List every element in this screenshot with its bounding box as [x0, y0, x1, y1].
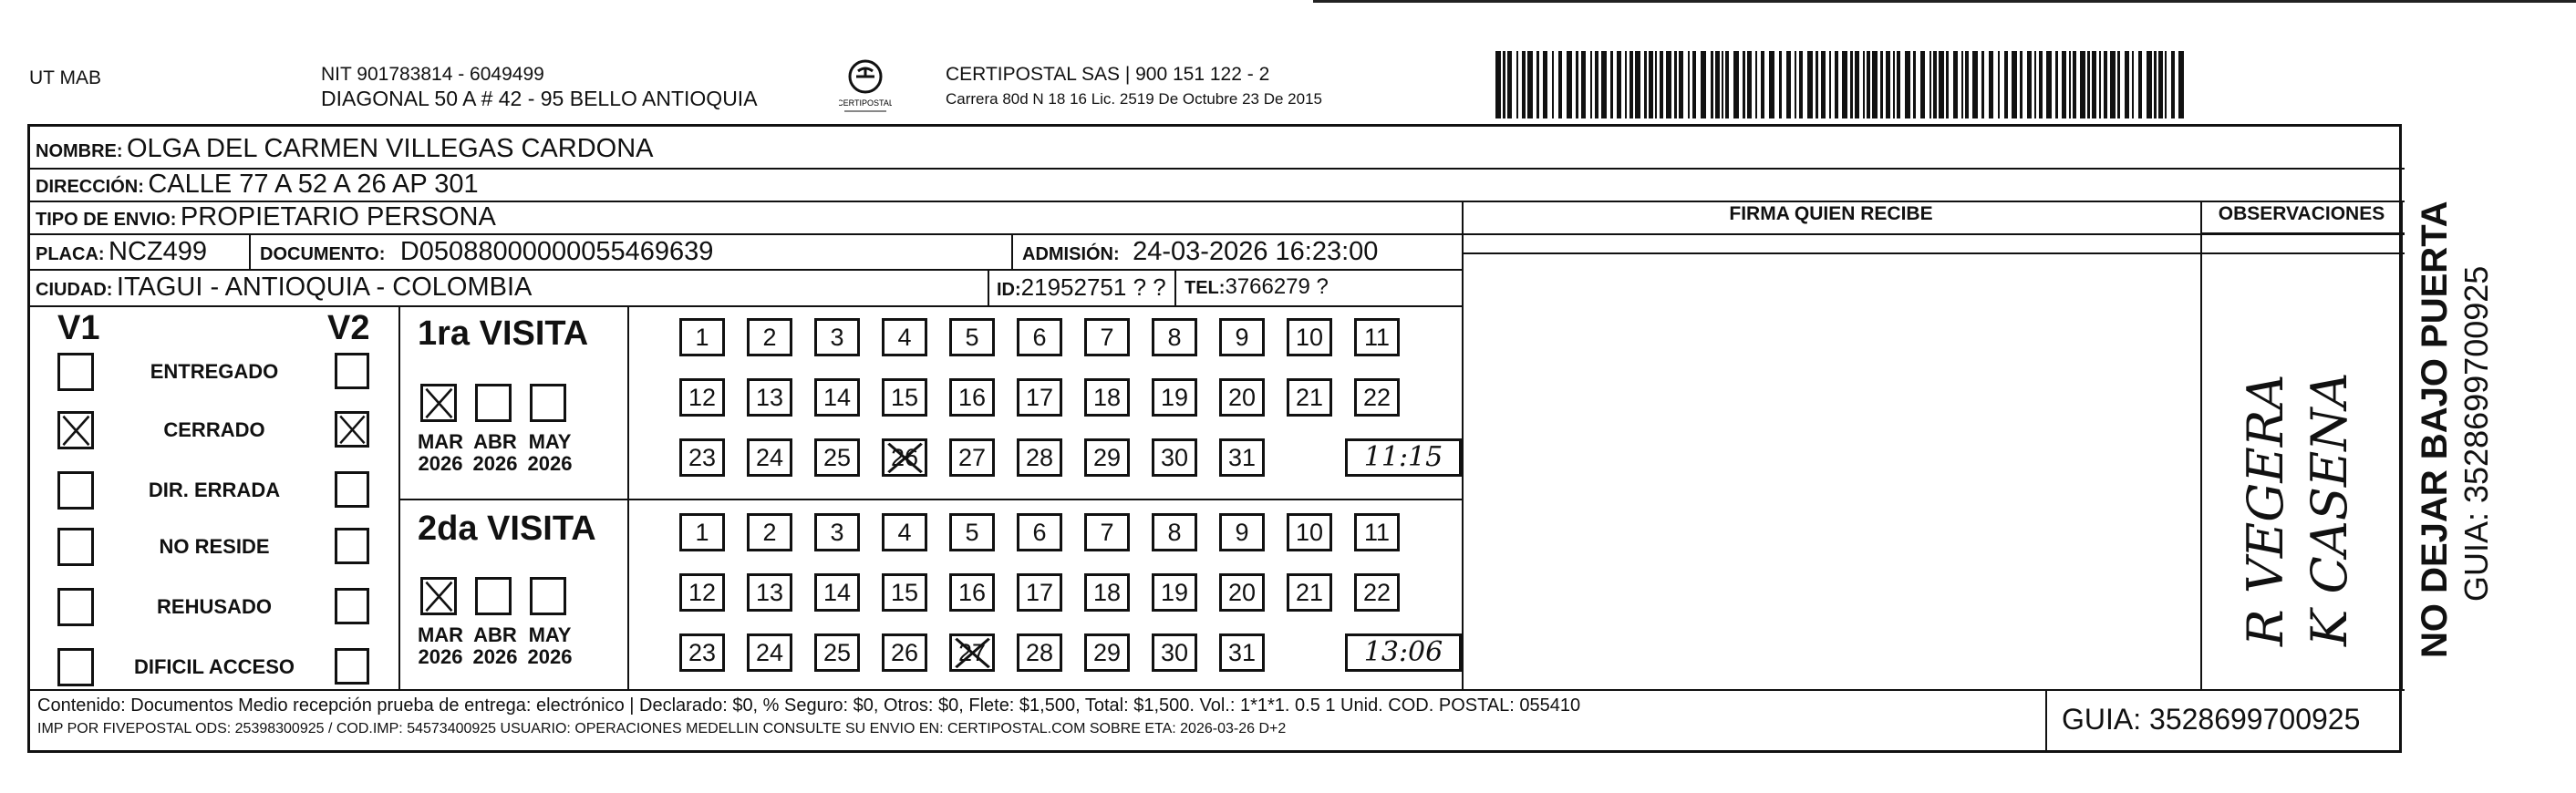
top-edge-line — [1313, 0, 2576, 3]
day-number: 2 — [762, 519, 777, 546]
tel-row — [1185, 271, 1329, 306]
day-number: 13 — [755, 384, 784, 411]
day-number: 22 — [1362, 384, 1391, 411]
day-box[interactable] — [949, 438, 995, 477]
status-label: DIFICIL ACCESO — [133, 655, 295, 678]
v2-checkbox[interactable] — [335, 353, 369, 389]
month-label: MAR 2026 — [417, 430, 464, 475]
day-number: 5 — [965, 324, 979, 351]
side-warning: NO DEJAR BAJO PUERTA — [2415, 201, 2455, 658]
day-number: 16 — [957, 384, 987, 411]
nombre-value: OLGA DEL CARMEN VILLEGAS CARDONA — [127, 134, 654, 163]
v2-header: V2 — [327, 309, 370, 347]
direccion-label: DIRECCIÓN: — [36, 177, 144, 197]
day-number: 13 — [755, 579, 784, 606]
visit2-title: 2da VISITA — [418, 510, 596, 548]
day-box[interactable] — [949, 378, 995, 417]
day-box[interactable] — [882, 513, 927, 551]
observaciones-handwriting-1: R VEGERA — [2237, 374, 2294, 646]
day-number: 3 — [830, 324, 844, 351]
day-box[interactable] — [679, 633, 725, 672]
day-box[interactable] — [747, 438, 792, 477]
day-number: 19 — [1160, 384, 1189, 411]
day-number: 28 — [1025, 639, 1054, 666]
day-number: 9 — [1235, 519, 1249, 546]
id-value: 21952751 ? ? — [1020, 273, 1166, 301]
nombre-row — [36, 132, 653, 170]
month-checkbox[interactable] — [420, 384, 457, 422]
day-number: 6 — [1032, 324, 1047, 351]
x-mark-icon — [952, 636, 992, 669]
day-box[interactable] — [882, 318, 927, 356]
day-number: 15 — [890, 579, 919, 606]
day-number: 21 — [1295, 579, 1324, 606]
day-box[interactable] — [882, 633, 927, 672]
day-box[interactable] — [949, 633, 995, 672]
status-label: REHUSADO — [157, 595, 272, 618]
day-box[interactable] — [882, 438, 927, 477]
day-box[interactable] — [679, 513, 725, 551]
day-number: 19 — [1160, 579, 1189, 606]
month-checkbox[interactable] — [475, 577, 512, 615]
day-box[interactable] — [1354, 318, 1400, 356]
day-box[interactable] — [814, 573, 860, 612]
day-box[interactable] — [1017, 513, 1062, 551]
day-box[interactable] — [814, 378, 860, 417]
day-box[interactable] — [1017, 438, 1062, 477]
day-number: 29 — [1092, 444, 1122, 471]
observaciones-header: OBSERVACIONES — [2218, 203, 2385, 224]
day-number: 27 — [957, 444, 987, 471]
status-label: DIR. ERRADA — [148, 479, 281, 501]
month-checkbox[interactable] — [530, 384, 566, 422]
company-name: CERTIPOSTAL SAS | 900 151 122 - 2 — [946, 64, 1270, 85]
status-label: ENTREGADO — [150, 360, 279, 383]
day-box[interactable] — [1287, 573, 1332, 612]
day-number: 9 — [1235, 324, 1249, 351]
company-address: Carrera 80d N 18 16 Lic. 2519 De Octubre 23 De 2015 — [946, 90, 1322, 108]
day-box[interactable] — [1354, 513, 1400, 551]
day-box[interactable] — [814, 318, 860, 356]
day-box[interactable] — [1084, 513, 1130, 551]
day-number: 23 — [688, 639, 717, 666]
tel-label: TEL: — [1185, 278, 1226, 298]
day-number: 12 — [688, 384, 717, 411]
side-guia: GUIA: 3528699700925 — [2457, 265, 2495, 602]
day-box[interactable] — [1219, 513, 1265, 551]
day-number: 20 — [1227, 384, 1257, 411]
day-box[interactable] — [1084, 573, 1130, 612]
day-number: 18 — [1092, 579, 1122, 606]
day-number: 10 — [1295, 324, 1324, 351]
day-number: 4 — [897, 324, 912, 351]
day-box[interactable] — [949, 513, 995, 551]
day-box[interactable] — [882, 378, 927, 417]
day-box[interactable] — [1084, 633, 1130, 672]
day-number: 5 — [965, 519, 979, 546]
day-number: 16 — [957, 579, 987, 606]
day-number: 28 — [1025, 444, 1054, 471]
day-number: 7 — [1100, 324, 1114, 351]
day-number: 24 — [755, 639, 784, 666]
id-label: ID: — [997, 280, 1021, 300]
id-row — [997, 271, 1166, 308]
day-number: 25 — [822, 444, 852, 471]
month-checkbox[interactable] — [475, 384, 512, 422]
day-box[interactable] — [1287, 318, 1332, 356]
v1-header: V1 — [57, 309, 100, 347]
v1-checkbox[interactable] — [57, 471, 94, 510]
day-number: 8 — [1167, 324, 1182, 351]
day-number: 14 — [822, 384, 852, 411]
day-number: 12 — [688, 579, 717, 606]
day-box[interactable] — [1219, 438, 1265, 477]
day-number: 24 — [755, 444, 784, 471]
day-number: 18 — [1092, 384, 1122, 411]
day-box[interactable] — [1152, 318, 1197, 356]
day-box[interactable] — [1017, 318, 1062, 356]
footer-print-info: IMP POR FIVEPOSTAL ODS: 25398300925 / COD.IMP: 54573400925 USUARIO: OPERACIONES MEDELLIN CONSULTE SU ENVIO EN: CERTIPOSTAL.COM SOBRE ETA: 2026-03-26 D+2 — [37, 721, 1287, 736]
day-box[interactable] — [1152, 513, 1197, 551]
certipostal-logo-icon — [839, 58, 892, 118]
day-number: 6 — [1032, 519, 1047, 546]
day-number: 29 — [1092, 639, 1122, 666]
admision-label: ADMISIÓN: — [1022, 244, 1120, 264]
nit: NIT 901783814 - 6049499 — [321, 64, 544, 85]
month-checkbox[interactable] — [420, 577, 457, 615]
direccion-row — [36, 168, 479, 205]
visit-time: 13:06 — [1345, 633, 1462, 672]
status-label: NO RESIDE — [159, 535, 270, 558]
day-number: 1 — [695, 324, 709, 351]
day-box[interactable] — [1287, 378, 1332, 417]
day-number: 14 — [822, 579, 852, 606]
day-box[interactable] — [1152, 438, 1197, 477]
day-number: 23 — [688, 444, 717, 471]
day-number: 17 — [1025, 384, 1054, 411]
day-box[interactable] — [1084, 378, 1130, 417]
day-box[interactable] — [747, 513, 792, 551]
day-box[interactable] — [1354, 378, 1400, 417]
day-box[interactable] — [814, 513, 860, 551]
month-label: MAR 2026 — [417, 623, 464, 668]
day-number: 10 — [1295, 519, 1324, 546]
day-number: 2 — [762, 324, 777, 351]
nombre-label: NOMBRE: — [36, 141, 123, 161]
sender-address: DIAGONAL 50 A # 42 - 95 BELLO ANTIOQUIA — [321, 87, 758, 110]
day-box[interactable] — [1354, 573, 1400, 612]
day-box[interactable] — [949, 573, 995, 612]
firma-header: FIRMA QUIEN RECIBE — [1729, 203, 1933, 224]
day-number: 25 — [822, 639, 852, 666]
day-number: 4 — [897, 519, 912, 546]
day-box[interactable] — [882, 573, 927, 612]
v2-checkbox[interactable] — [335, 648, 369, 685]
direccion-value: CALLE 77 A 52 A 26 AP 301 — [148, 170, 479, 199]
day-box[interactable] — [1287, 513, 1332, 551]
ciudad-value: ITAGUI - ANTIOQUIA - COLOMBIA — [116, 273, 533, 302]
month-label: ABR 2026 — [472, 623, 518, 668]
month-label: ABR 2026 — [472, 430, 518, 475]
placa-label: PLACA: — [36, 244, 105, 264]
day-box[interactable] — [679, 573, 725, 612]
tel-value: 3766279 ? — [1225, 274, 1329, 299]
day-number: 8 — [1167, 519, 1182, 546]
v2-checkbox[interactable] — [335, 528, 369, 564]
day-number: 11 — [1363, 324, 1391, 351]
documento-row — [260, 235, 713, 273]
svg-text:CERTIPOSTAL: CERTIPOSTAL — [839, 98, 892, 108]
day-box[interactable] — [679, 318, 725, 356]
day-box[interactable] — [679, 378, 725, 417]
day-number: 1 — [695, 519, 709, 546]
v1-checkbox[interactable] — [57, 528, 94, 566]
day-box[interactable] — [1152, 633, 1197, 672]
day-number: 20 — [1227, 579, 1257, 606]
v1-checkbox[interactable] — [57, 588, 94, 626]
day-box[interactable] — [1152, 573, 1197, 612]
day-box[interactable] — [747, 633, 792, 672]
footer-content: Contenido: Documentos Medio recepción prueba de entrega: electrónico | Declarado: $0, % Seguro: $0, Otros: $0, Flete: $1,500, Total: $1,500. Vol.: 1*1*1. 0.5 1 Unid. COD. POSTAL: 055410 — [37, 695, 1581, 716]
admision-row — [1022, 235, 1378, 273]
day-number: 27 — [957, 639, 987, 666]
day-box[interactable] — [1219, 378, 1265, 417]
tipo-value: PROPIETARIO PERSONA — [180, 202, 496, 232]
day-number: 26 — [890, 639, 919, 666]
x-mark-icon — [885, 441, 925, 474]
day-box[interactable] — [1017, 633, 1062, 672]
day-box[interactable] — [1219, 633, 1265, 672]
day-number: 30 — [1160, 444, 1189, 471]
tipo-label: TIPO DE ENVIO: — [36, 210, 177, 230]
day-number: 15 — [890, 384, 919, 411]
day-box[interactable] — [814, 633, 860, 672]
day-number: 11 — [1363, 519, 1391, 546]
day-number: 31 — [1227, 444, 1257, 471]
day-box[interactable] — [1219, 318, 1265, 356]
day-number: 22 — [1362, 579, 1391, 606]
v2-checkbox[interactable] — [335, 411, 369, 448]
day-box[interactable] — [1017, 378, 1062, 417]
tipo-row — [36, 201, 496, 238]
ut-code: UT MAB — [29, 67, 101, 88]
day-number: 3 — [830, 519, 844, 546]
day-box[interactable] — [949, 318, 995, 356]
day-box[interactable] — [747, 318, 792, 356]
day-number: 17 — [1025, 579, 1054, 606]
day-box[interactable] — [1017, 573, 1062, 612]
v2-checkbox[interactable] — [335, 588, 369, 624]
day-number: 30 — [1160, 639, 1189, 666]
x-mark-icon — [423, 580, 454, 613]
status-label: CERRADO — [163, 418, 265, 441]
day-box[interactable] — [747, 378, 792, 417]
day-number: 26 — [890, 444, 919, 471]
month-label: MAY 2026 — [527, 623, 573, 668]
day-box[interactable] — [1219, 573, 1265, 612]
day-box[interactable] — [747, 573, 792, 612]
placa-value: NCZ499 — [109, 237, 207, 266]
x-mark-icon — [423, 386, 454, 419]
x-mark-icon — [337, 414, 367, 445]
visit1-title: 1ra VISITA — [418, 314, 589, 353]
ciudad-row — [36, 271, 532, 308]
day-box[interactable] — [1084, 438, 1130, 477]
day-box[interactable] — [679, 438, 725, 477]
day-box[interactable] — [1084, 318, 1130, 356]
day-box[interactable] — [814, 438, 860, 477]
ciudad-label: CIUDAD: — [36, 280, 113, 300]
documento-label: DOCUMENTO: — [260, 244, 386, 264]
v1-checkbox[interactable] — [57, 648, 94, 686]
visit-time: 11:15 — [1345, 438, 1462, 477]
delivery-form — [27, 124, 2402, 753]
placa-row — [36, 235, 207, 273]
day-number: 21 — [1295, 384, 1324, 411]
barcode-icon — [1495, 51, 2185, 118]
v1-checkbox[interactable] — [57, 411, 94, 449]
day-box[interactable] — [1152, 378, 1197, 417]
day-number: 7 — [1100, 519, 1114, 546]
documento-value: D05088000000055469639 — [399, 237, 714, 266]
month-checkbox[interactable] — [530, 577, 566, 615]
x-mark-icon — [60, 414, 91, 447]
footer-guia: GUIA: 3528699700925 — [2062, 703, 2361, 736]
day-number: 31 — [1227, 639, 1257, 666]
month-label: MAY 2026 — [527, 430, 573, 475]
admision-value: 24-03-2026 16:23:00 — [1133, 237, 1379, 266]
observaciones-handwriting-2: K CASENA — [2301, 372, 2358, 646]
v1-checkbox[interactable] — [57, 353, 94, 391]
v2-checkbox[interactable] — [335, 471, 369, 508]
